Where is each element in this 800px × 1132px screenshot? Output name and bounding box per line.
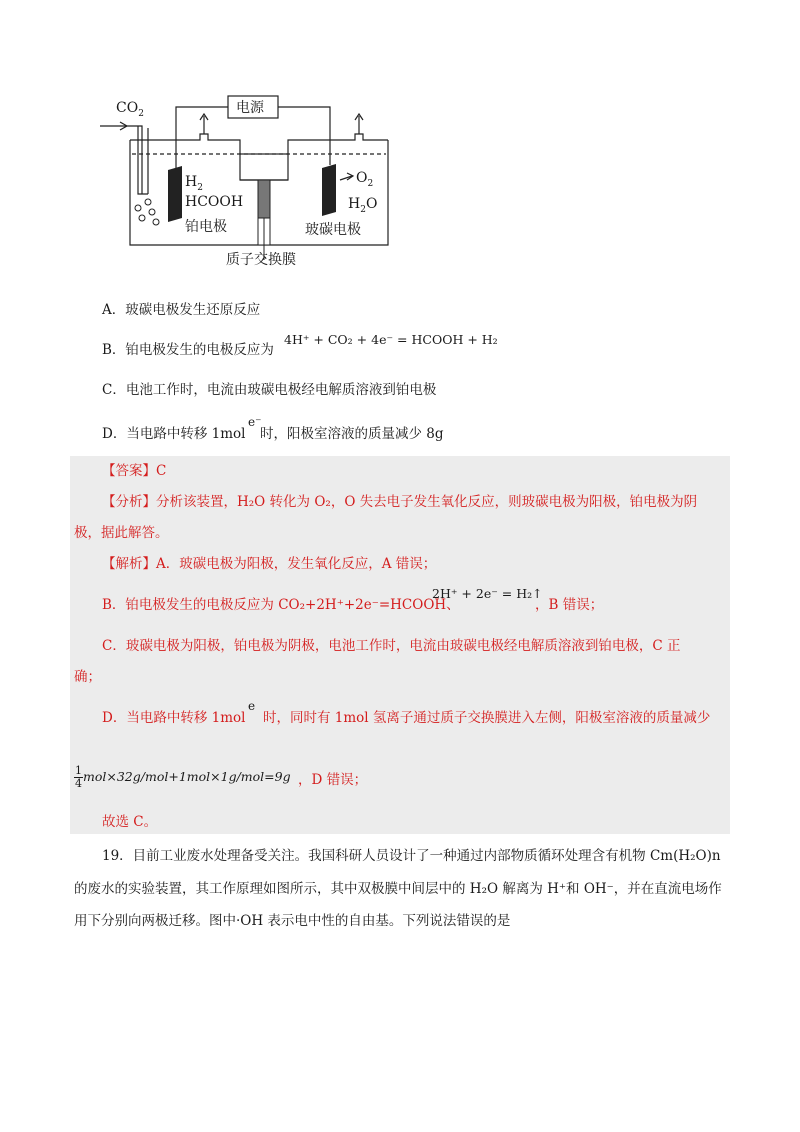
platinum-electrode-label: 铂电极 [185,219,227,235]
h2-label: $H_2$ [185,174,203,193]
explanation-d-conclusion: ，D 错误； [298,772,368,788]
o2-label: $O_2$ [356,170,374,189]
glassy-carbon-electrode-label: 玻碳电极 [305,222,361,238]
question-19-line-2: 的废水的实验装置，其工作原理如图所示，其中双极膜中间层中的 H₂O 解离为 H⁺和 OH⁻，并在直流电场作 [74,881,722,897]
option-b: B．铂电极发生的电极反应为 [102,342,274,358]
power-source-label: 电源 [236,100,264,116]
analysis-line-1: 【分析】分析该装置，H₂O 转化为 O₂，O 失去电子发生氧化反应，则玻碳电极为阳极，铂电极为阴 [102,494,698,510]
water-label: $H_2O$ [348,196,378,215]
membrane-label: 质子交换膜 [226,252,296,268]
analysis-line-2: 极，据此解答。 [74,525,169,541]
explanation-c-line-1: C．玻碳电极为阳极，铂电极为阴极，电池工作时，电流由玻碳电极经电解质溶液到铂电极，C 正 [102,638,681,654]
explanation-d: D．当电路中转移 1mol [102,710,246,726]
option-b-equation: 4H⁺ + CO₂ + 4e⁻ = HCOOH + H₂ [284,332,498,347]
answer-label: 【答案】C [102,463,167,479]
option-d-tail: 时，阳极室溶液的质量减少 8g [260,426,444,442]
question-19-line-3: 用下分别向两极迁移。图中·OH 表示电中性的自由基。下列说法错误的是 [74,913,511,929]
explanation-b-tail: ，B 错误； [535,597,604,613]
hcooh-label: HCOOH [185,194,244,210]
calc-fraction: $\frac{1}{4}$ [75,764,82,790]
explanation-a: 【解析】A．玻碳电极为阳极，发生氧化反应，A 错误； [102,556,437,572]
final-choice: 故选 C。 [102,814,158,830]
co2-label: $CO_2$ [116,100,144,119]
explanation-c-line-2: 确； [74,669,101,685]
option-d: D．当电路中转移 1mol [102,426,246,442]
question-19-line-1: 19．目前工业废水处理备受关注。我国科研人员设计了一种通过内部物质循环处理含有机物 Cm(H₂O)n [102,848,721,864]
mass-calculation: $\frac{1}{4}$ mol×32g/mol+1mol×1g/mol=9g [75,764,291,790]
option-a: A．玻碳电极发生还原反应 [102,302,261,318]
option-c: C．电池工作时，电流由玻碳电极经电解质溶液到铂电极 [102,382,437,398]
explanation-b: B．铂电极发生的电极反应为 CO₂+2H⁺+2e⁻=HCOOH、 [102,597,460,613]
explanation-d-tail: 时，同时有 1mol 氢离子通过质子交换膜进入左侧，阳极室溶液的质量减少 [263,710,711,726]
explanation-b-equation: 2H⁺ + 2e⁻ = H₂↑ [432,586,543,601]
explanation-d-electron: e [248,699,256,713]
option-d-electron: e⁻ [248,415,262,429]
